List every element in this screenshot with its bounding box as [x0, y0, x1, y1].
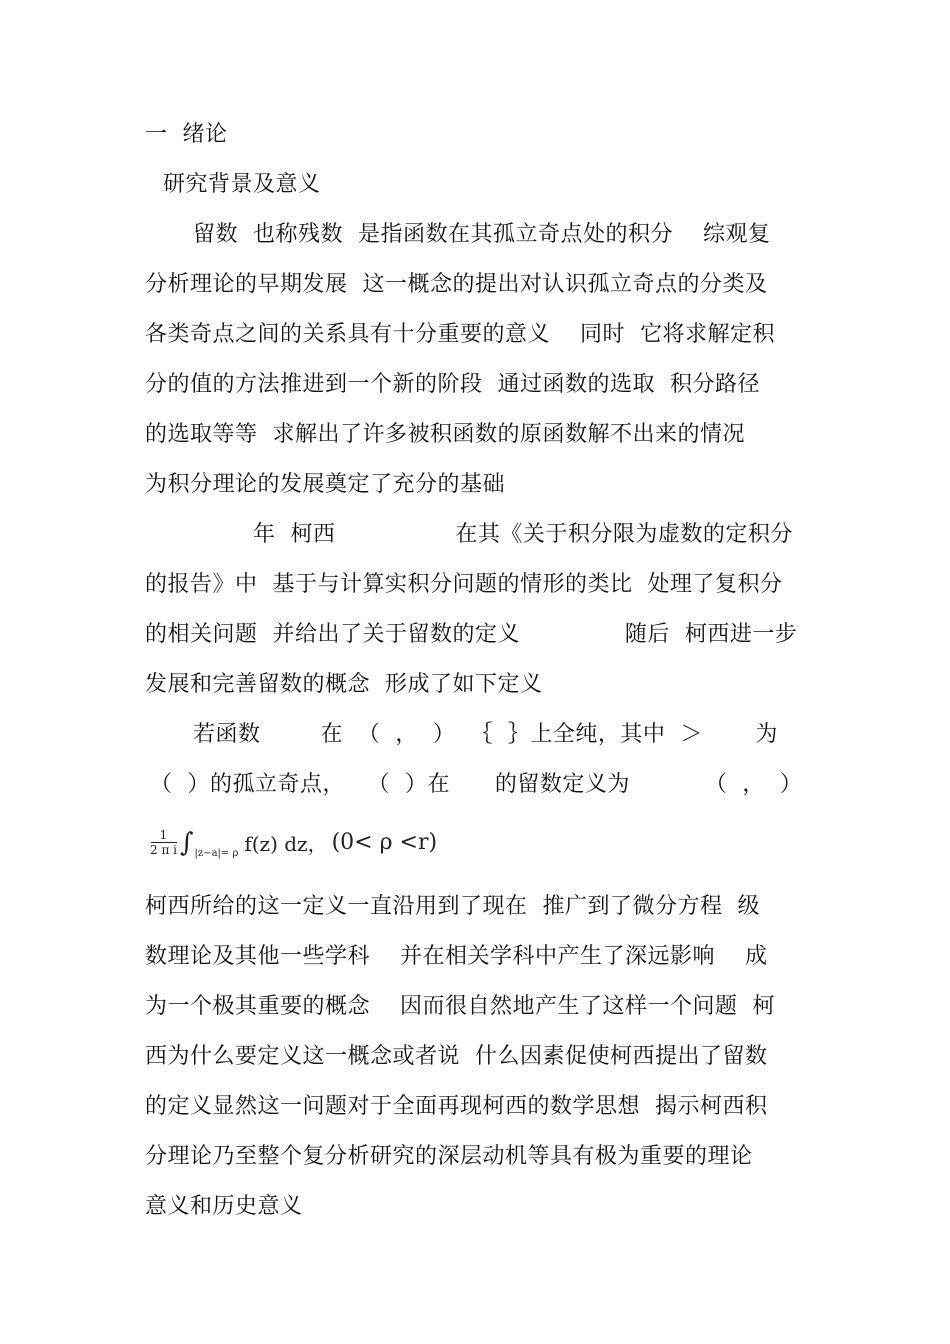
section-heading: 一 绪论 — [145, 122, 228, 147]
paragraph-line: 分的值的方法推进到一个新的阶段 通过函数的选取 积分路径 — [145, 372, 760, 397]
paragraph-line: 西为什么要定义这一概念或者说 什么因素促使柯西提出了留数 — [145, 1044, 768, 1069]
formula-fraction — [150, 829, 177, 857]
paragraph-line: 分理论乃至整个复分析研究的深层动机等具有极为重要的理论 — [145, 1144, 753, 1169]
subsection-heading: 研究背景及意义 — [163, 172, 321, 197]
integral-sign: ∫ — [180, 827, 194, 858]
paragraph-line: 年 柯西 在其《关于积分限为虚数的定积分 — [253, 522, 793, 547]
paragraph-line: 各类奇点之间的关系具有十分重要的意义 同时 它将求解定积 — [145, 322, 775, 347]
paragraph-line: 为积分理论的发展奠定了充分的基础 — [145, 472, 506, 497]
paragraph-line: 发展和完善留数的概念 形成了如下定义 — [145, 672, 543, 697]
paragraph-line: 的相关问题 并给出了关于留数的定义 随后 柯西进一步 — [145, 622, 798, 647]
residue-formula — [150, 828, 437, 857]
definition-line: 若函数 在 （ ， ） ｛ ｝上全纯，其中 ＞ 为 — [193, 722, 778, 747]
paragraph-line: 分析理论的早期发展 这一概念的提出对认识孤立奇点的分类及 — [145, 272, 768, 297]
formula-denominator: 2 π i — [150, 842, 177, 857]
formula-numerator: 1 — [159, 827, 168, 842]
paragraph-line: 为一个极其重要的概念 因而很自然地产生了这样一个问题 柯 — [145, 994, 775, 1019]
paragraph-line: 意义和历史意义 — [145, 1194, 303, 1219]
paragraph-line: 柯西所给的这一定义一直沿用到了现在 推广到了微分方程 级 — [145, 894, 760, 919]
paragraph-line: 的定义显然这一问题对于全面再现柯西的数学思想 揭示柯西积 — [145, 1094, 768, 1119]
definition-line: （ ）的孤立奇点， （ ）在 的留数定义为 （ ， ） — [150, 772, 803, 797]
formula-integrand: f(z) dz， — [244, 832, 328, 856]
integral-subscript: |z−a|= ρ — [194, 848, 239, 859]
paragraph-line: 的选取等等 求解出了许多被积函数的原函数解不出来的情况 — [145, 422, 745, 447]
paragraph-line: 数理论及其他一些学科 并在相关学科中产生了深远影响 成 — [145, 944, 768, 969]
paragraph-line: 的报告》中 基于与计算实积分问题的情形的类比 处理了复积分 — [145, 572, 783, 597]
paragraph-line: 留数 也称残数 是指函数在其孤立奇点处的积分 综观复 — [193, 222, 771, 247]
formula-condition: (0< ρ <r) — [331, 830, 438, 855]
